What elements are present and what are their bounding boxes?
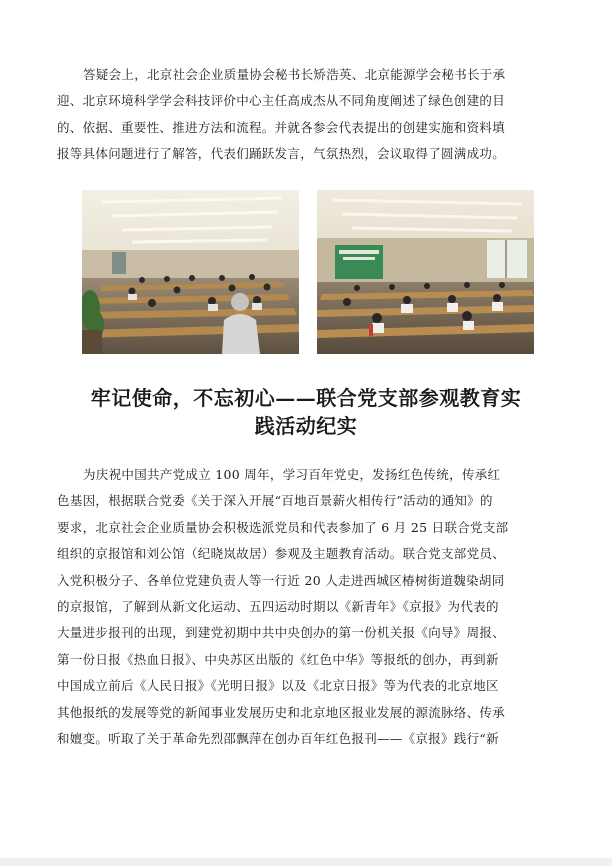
text-line: 色基因，根据联合党委《关于深入开展“百地百景薪火相传行”活动的通知》的 [57,493,493,509]
text-line: 报等具体问题进行了解答，代表们踊跃发言，气氛热烈，会议取得了圆满成功。 [57,146,506,162]
text-line: 的、依据、重要性、推进方法和流程。并就各参会代表提出的创建实施和资料填 [57,119,506,135]
meeting-photo-left-image [82,190,299,354]
text-line: 为庆祝中国共产党成立 100 周年，学习百年党史，发扬红色传统，传承红 [83,467,501,482]
text-line: 入党积极分子、各单位党建负责人等一行近 20 人走进西城区椿树街道魏染胡同 [57,572,505,588]
heading-line: 牢记使命，不忘初心——联合党支部参观教育实 [90,386,522,410]
text-line: 组织的京报馆和刘公馆（纪晓岚故居）参观及主题教育活动。联合党支部党员、 [57,546,506,562]
meeting-photo-left [82,190,299,354]
text-line: 大量进步报刊的出现，到建党初期中共中央创办的第一份机关报《向导》周报、 [57,625,506,641]
heading-line: 践活动纪实 [254,414,358,438]
text-line: 迎、北京环境科学学会科技评价中心主任高成杰从不同角度阐述了绿色创建的目 [57,93,506,109]
text-line: 其他报纸的发展等党的新闻事业发展历史和北京地区报业发展的源流脉络、传承 [57,704,506,720]
paragraph-activity-report [57,462,551,752]
text-line: 中国成立前后《人民日报》《光明日报》以及《北京日报》等为代表的北京地区 [57,678,499,694]
text-line: 的京报馆，了解到从新文化运动、五四运动时期以《新青年》《京报》为代表的 [57,599,499,615]
section-heading [60,384,552,440]
meeting-photo-right [317,190,534,354]
meeting-photo-right-image [317,190,534,354]
text-line: 和嬗变。听取了关于革命先烈邵飘萍在创办百年红色报刊——《京报》践行“新 [57,731,499,747]
text-line: 答疑会上，北京社会企业质量协会秘书长矫浩英、北京能源学会秘书长于承 [83,67,506,82]
paragraph-meeting-summary [57,62,551,168]
text-line: 要求，北京社会企业质量协会积极选派党员和代表参加了 6 月 25 日联合党支部 [57,519,509,535]
text-line: 第一份日报《热血日报》、中央苏区出版的《红色中华》等报纸的创办，再到新 [57,651,499,667]
